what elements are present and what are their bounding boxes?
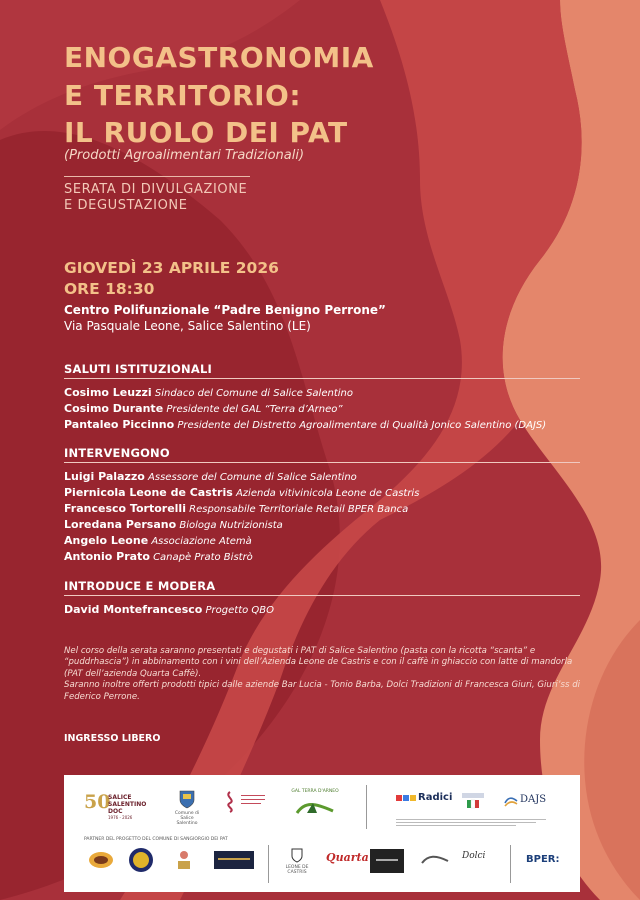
title-line-2: E TERRITORIO: xyxy=(64,79,302,112)
comune-logo xyxy=(172,789,202,826)
salice-doc-logo xyxy=(84,791,154,821)
person-name: Cosimo Leuzzi xyxy=(64,386,152,399)
person-role: Biologa Nutrizionista xyxy=(179,520,283,531)
person-row xyxy=(64,486,419,499)
salice-doc-label: SALICE SALENTINO DOC xyxy=(108,794,147,815)
person-role: Sindaco del Comune di Salice Salentino xyxy=(154,388,353,399)
person-role: Responsabile Territoriale Retail BPER Banca xyxy=(189,504,409,515)
partner-logo-2 xyxy=(128,847,154,873)
partner-logo-7 xyxy=(370,849,404,873)
dajs-wave-icon xyxy=(504,795,518,807)
radici-square-icon xyxy=(396,795,402,801)
logo-divider xyxy=(510,845,511,883)
radici-square-icon xyxy=(410,795,416,801)
person-role: Presidente del Distretto Agroalimentare di Qualità Jonico Salentino (DAJS) xyxy=(177,420,547,431)
person-role: Associazione Atemà xyxy=(151,536,252,547)
gal-label: GAL TERRA D'ARNEO xyxy=(291,789,339,794)
partner-logo-3 xyxy=(174,849,194,871)
person-name: Francesco Tortorelli xyxy=(64,502,186,515)
person-role: Presidente del GAL “Terra d’Arneo” xyxy=(166,404,343,415)
partner-bar-icon xyxy=(376,859,398,861)
fine-print-line xyxy=(396,822,536,823)
dajs-style-logo xyxy=(221,789,265,823)
partner-badge-icon xyxy=(88,851,114,869)
leone-label: LEONE DE CASTRIS xyxy=(285,865,309,875)
section-modera-rule xyxy=(64,595,580,596)
venue-address: Via Pasquale Leone, Salice Salentino (LE) xyxy=(64,319,311,333)
description-paragraph-2: Saranno inoltre offerti prodotti tipici dalle aziende Bar Lucia - Tonio Barba, Dolci Tradizioni di Francesca Giuri, Giuri’ss di Federico Perrone. xyxy=(64,680,581,702)
partner-logo-9 xyxy=(462,851,496,871)
funding-note xyxy=(396,817,546,829)
title-line-1: ENOGASTRONOMIA xyxy=(64,41,374,74)
free-entry-label: INGRESSO LIBERO xyxy=(64,733,161,744)
person-row xyxy=(64,402,343,415)
person-row xyxy=(64,470,357,483)
venue-name: Centro Polifunzionale “Padre Benigno Perrone” xyxy=(64,303,386,317)
person-role: Azienda vitivinicola Leone de Castris xyxy=(235,488,420,499)
person-name: Cosimo Durante xyxy=(64,402,164,415)
dajs-label: DAJS xyxy=(520,794,547,805)
ministry-logo xyxy=(458,791,488,811)
person-row xyxy=(64,386,353,399)
person-row xyxy=(64,502,408,515)
italy-flag-icon xyxy=(458,791,488,811)
comune-crest-icon xyxy=(179,789,195,809)
partner-script-icon: Quarta xyxy=(326,851,369,864)
person-row xyxy=(64,550,253,563)
partner-logo-1 xyxy=(88,851,114,869)
person-role: Assessore del Comune di Salice Salentino xyxy=(148,472,357,483)
logo-divider xyxy=(366,785,367,829)
person-role: Progetto QBO xyxy=(205,605,275,616)
event-date: GIOVEDÌ 23 APRILE 2026 xyxy=(64,259,279,277)
person-row xyxy=(64,418,546,431)
emblem-line xyxy=(241,803,261,804)
partner-logo-6 xyxy=(326,851,369,871)
logo-divider xyxy=(268,845,269,883)
event-description xyxy=(64,646,582,703)
person-row xyxy=(64,534,252,547)
partner-circle-icon xyxy=(128,847,154,873)
fine-print-line xyxy=(396,825,516,826)
emblem-line xyxy=(241,799,265,800)
partners-note: PARTNER DEL PROGETTO DEL COMUNE DI SANGIORGIO DEI PAT xyxy=(84,837,228,842)
person-row xyxy=(64,603,274,616)
partner-script-icon: Dolci xyxy=(462,851,486,861)
partner-logo-8 xyxy=(420,853,450,869)
leone-de-castris-logo xyxy=(280,847,314,875)
fifty-years-icon: 50 xyxy=(84,791,111,813)
person-name: Angelo Leone xyxy=(64,534,149,547)
subtitle: (Prodotti Agroalimentari Tradizionali) xyxy=(64,148,305,163)
person-name: Pantaleo Piccinno xyxy=(64,418,175,431)
fine-print-line xyxy=(396,819,546,820)
description-paragraph-1: Nel corso della serata saranno presentati e degustati i PAT di Salice Salentino (pasta con la ricotta “scanta” e “puddrhascia”) in abbinamento con i vini dell’Azienda Leone de Castris e con il caffè in ghiaccio con latte di mandorla (PAT dell’azienda Quarta Caffè). xyxy=(64,646,573,679)
gal-landscape-icon xyxy=(295,797,335,817)
partner-bar-icon xyxy=(218,858,250,860)
leone-crest-icon xyxy=(290,847,304,863)
emblem-line xyxy=(241,795,265,796)
serata-line-1: SERATA DI DIVULGAZIONE xyxy=(64,182,248,197)
gal-terra-arneo-logo xyxy=(290,789,340,823)
salice-years-label: 1976 - 2026 xyxy=(108,815,133,820)
partner-logo-4 xyxy=(214,851,254,869)
section-intervengono-rule xyxy=(64,462,580,463)
title-divider xyxy=(64,176,250,177)
person-name: Loredana Persano xyxy=(64,518,177,531)
sponsor-logo-panel xyxy=(64,775,580,892)
radici-logo xyxy=(396,791,453,813)
section-saluti-rule xyxy=(64,378,580,379)
person-name: Piernicola Leone de Castris xyxy=(64,486,233,499)
person-name: Luigi Palazzo xyxy=(64,470,145,483)
radici-square-icon xyxy=(403,795,409,801)
bper-logo: BPER: xyxy=(526,854,560,865)
event-time: ORE 18:30 xyxy=(64,280,155,298)
section-modera-title: INTRODUCE E MODERA xyxy=(64,579,216,593)
serata-line-2: E DEGUSTAZIONE xyxy=(64,198,188,213)
person-role: Canapè Prato Bistrò xyxy=(153,552,253,563)
comune-label: Comune di Salice Salentino xyxy=(174,811,200,826)
partner-figure-icon xyxy=(174,849,194,871)
person-name: Antonio Prato xyxy=(64,550,150,563)
section-saluti-title: SALUTI ISTITUZIONALI xyxy=(64,362,212,376)
person-row xyxy=(64,518,283,531)
person-name: David Montefrancesco xyxy=(64,603,203,616)
radici-label: Radici xyxy=(418,792,453,803)
swirl-emblem-icon xyxy=(221,791,239,813)
dajs-logo xyxy=(504,793,554,809)
title-line-3: IL RUOLO DEI PAT xyxy=(64,116,348,149)
partner-wave-icon xyxy=(420,853,450,869)
section-intervengono-title: INTERVENGONO xyxy=(64,446,170,460)
